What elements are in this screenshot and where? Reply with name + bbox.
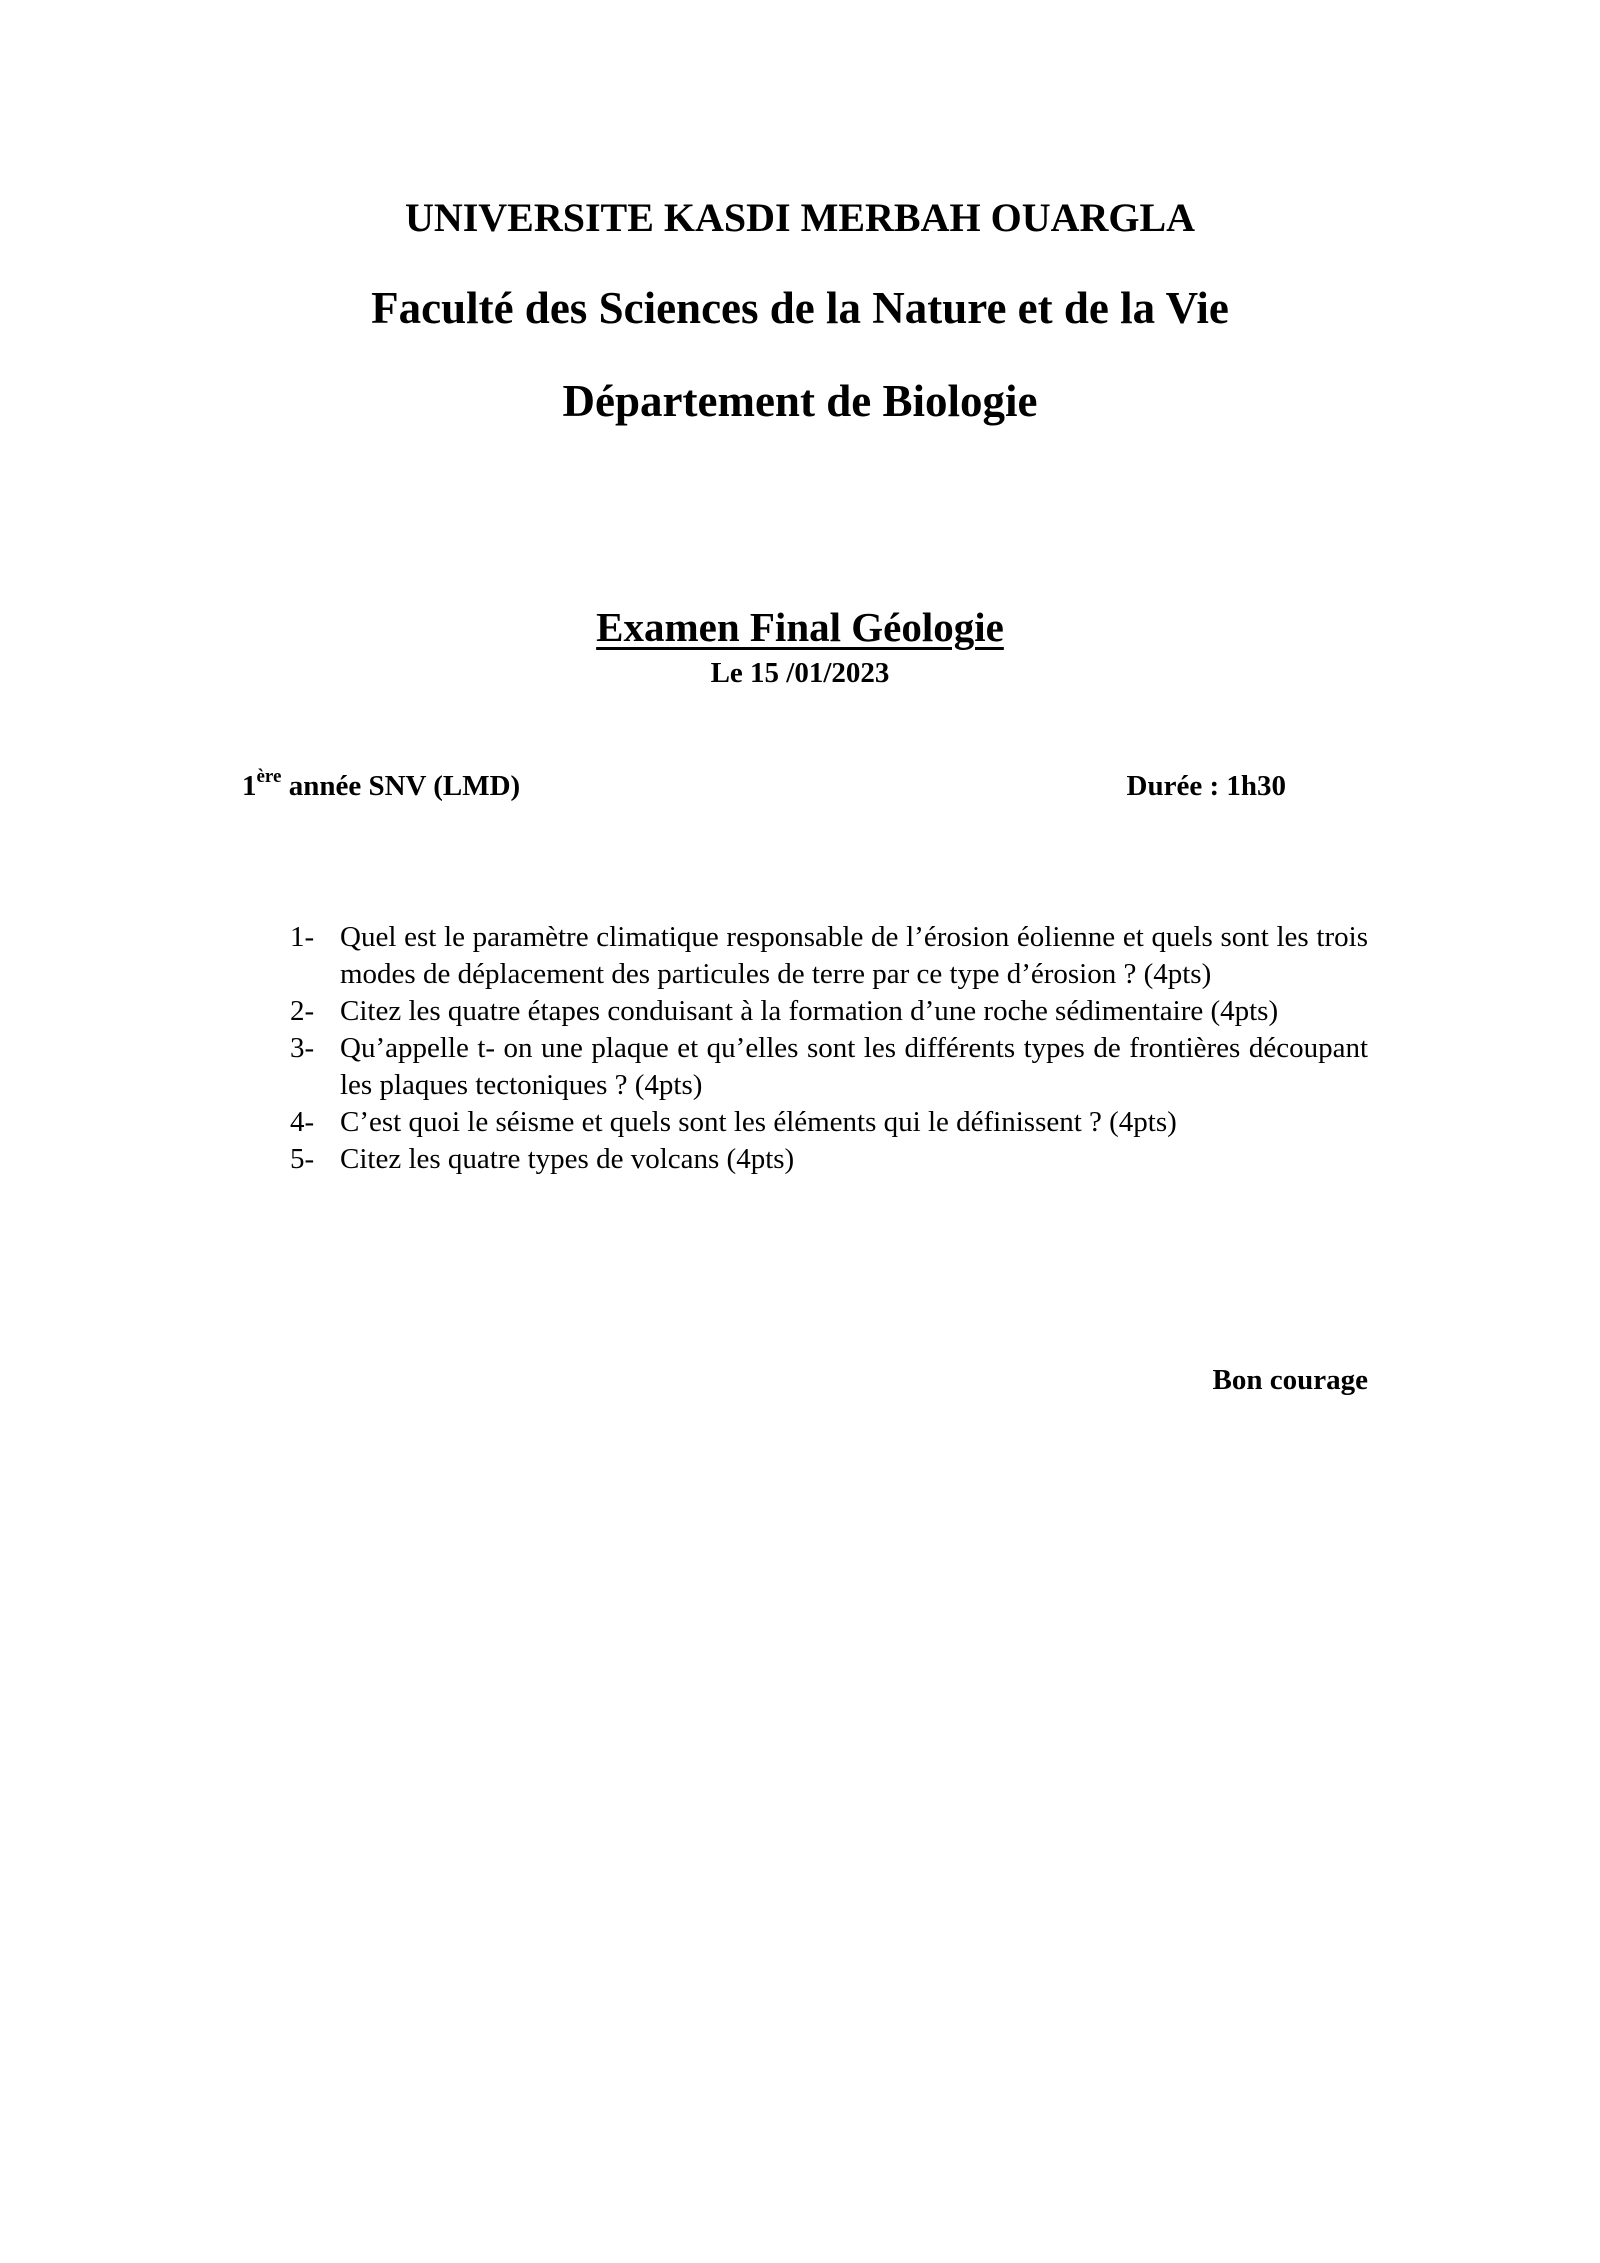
exam-duration: Durée : 1h30 [1126, 770, 1286, 802]
question-text: Qu’appelle t- on une plaque et qu’elles sont les différents types de frontières découpant les plaques tectoniques ? (4pts) [340, 1032, 1368, 1101]
student-level [242, 766, 521, 803]
question-number: 4- [290, 1106, 315, 1138]
department-name: Département de Biologie [562, 376, 1038, 426]
faculty-name: Faculté des Sciences de la Nature et de la Vie [371, 283, 1229, 333]
question-text: Citez les quatre étapes conduisant à la formation d’une roche sédimentaire (4pts) [340, 995, 1279, 1027]
question-number: 5- [290, 1143, 315, 1175]
question-item [290, 919, 1368, 993]
question-item [290, 1030, 1368, 1104]
question-item [290, 1104, 1368, 1141]
question-text: Quel est le paramètre climatique responsable de l’érosion éolienne et quels sont les trois modes de déplacement des particules de terre par ce type d’érosion ? (4pts) [340, 921, 1368, 990]
question-item [290, 1141, 1368, 1178]
level-number: 1 [242, 770, 257, 802]
exam-date: Le 15 /01/2023 [710, 657, 890, 689]
question-text: C’est quoi le séisme et quels sont les éléments qui le définissent ? (4pts) [340, 1106, 1177, 1138]
question-list [290, 919, 1368, 1178]
question-item [290, 993, 1368, 1030]
university-name: UNIVERSITE KASDI MERBAH OUARGLA [404, 195, 1196, 240]
exam-title: Examen Final Géologie [596, 604, 1004, 650]
level-text: année SNV (LMD) [281, 770, 521, 802]
level-superscript: ère [256, 766, 282, 787]
question-number: 1- [290, 921, 315, 953]
closing-remark: Bon courage [1212, 1364, 1368, 1396]
question-number: 3- [290, 1032, 315, 1064]
question-text: Citez les quatre types de volcans (4pts) [340, 1143, 795, 1175]
question-number: 2- [290, 995, 315, 1027]
